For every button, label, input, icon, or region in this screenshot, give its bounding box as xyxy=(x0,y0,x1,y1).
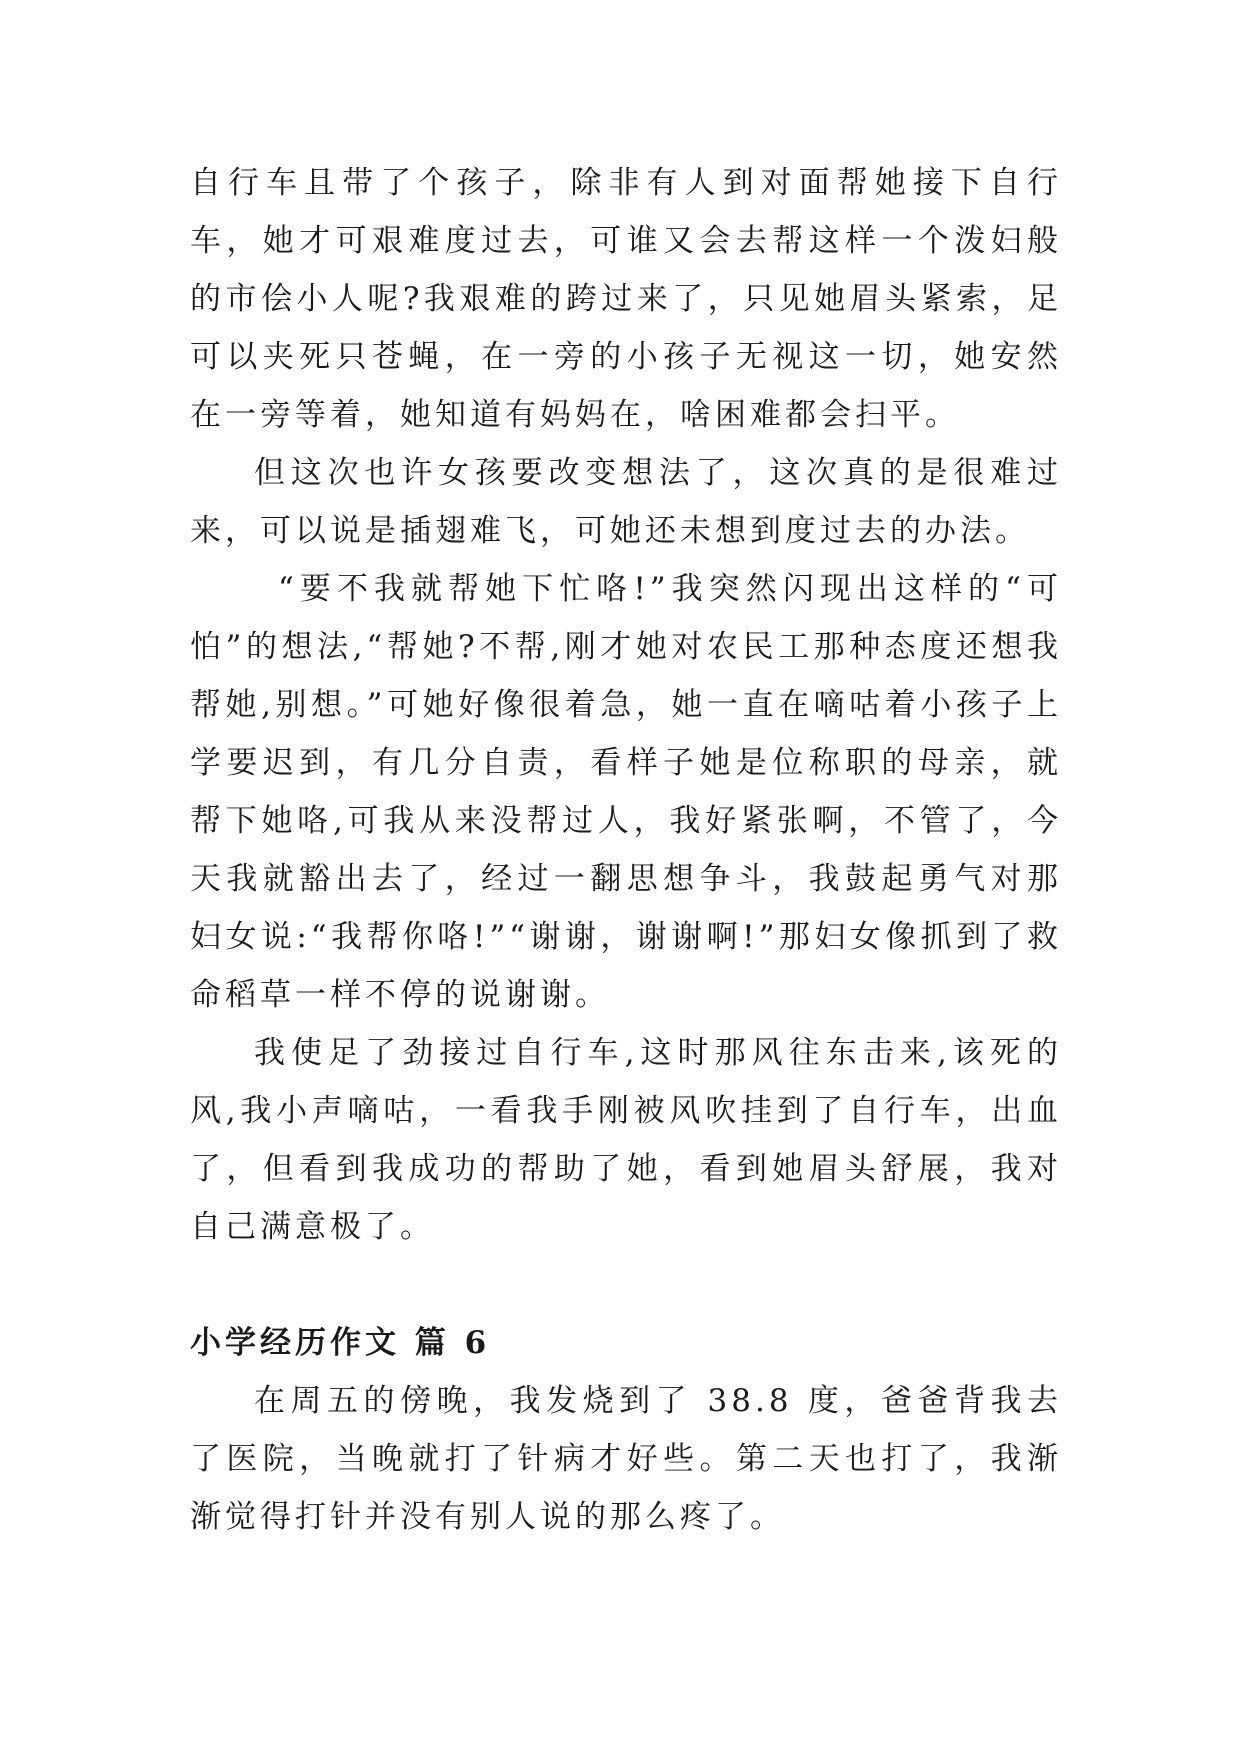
section-spacer xyxy=(190,1256,1062,1314)
paragraph: 在周五的傍晚，我发烧到了 38.8 度，爸爸背我去了医院，当晚就打了针病才好些。第二天也打了，我渐渐觉得打针并没有别人说的那么疼了。 xyxy=(190,1383,1062,1535)
section-title: 小学经历作文 篇 6 xyxy=(190,1325,491,1361)
paragraph: 我使足了劲接过自行车,这时那风往东击来,该死的风,我小声嘀咕，一看我手刚被风吹挂到了自行车，出血了，但看到我成功的帮助了她，看到她眉头舒展，我对自己满意极了。 xyxy=(190,1035,1062,1245)
paragraph-continued: 自行车且带了个孩子，除非有人到对面帮她接下自行车，她才可艰难度过去，可谁又会去帮这样一个泼妇般的市侩小人呢?我艰难的跨过来了，只见她眉头紧索，足可以夹死只苍蝇，在一旁的小孩子无视这一切，她安然在一旁等着，她知道有妈妈在，啥困难都会扫平。 xyxy=(190,165,1062,433)
paragraph: “要不我就帮她下忙咯!”我突然闪现出这样的“可怕”的想法,“帮她?不帮,刚才她对农民工那种态度还想我帮她,别想。”可她好像很着急，她一直在嘀咕着小孩子上学要迟到，有几分自责，看样子她是位称职的母亲，就帮下她咯,可我从来没帮过人，我好紧张啊，不管了，今天我就豁出去了，经过一翻思想争斗，我鼓起勇气对那妇女说:“我帮你咯!”“谢谢，谢谢啊!”那妇女像抓到了救命稻草一样不停的说谢谢。 xyxy=(190,571,1062,1013)
paragraph: 但这次也许女孩要改变想法了，这次真的是很难过来，可以说是插翅难飞，可她还未想到度过去的办法。 xyxy=(190,455,1062,549)
document-body xyxy=(190,154,1062,1546)
